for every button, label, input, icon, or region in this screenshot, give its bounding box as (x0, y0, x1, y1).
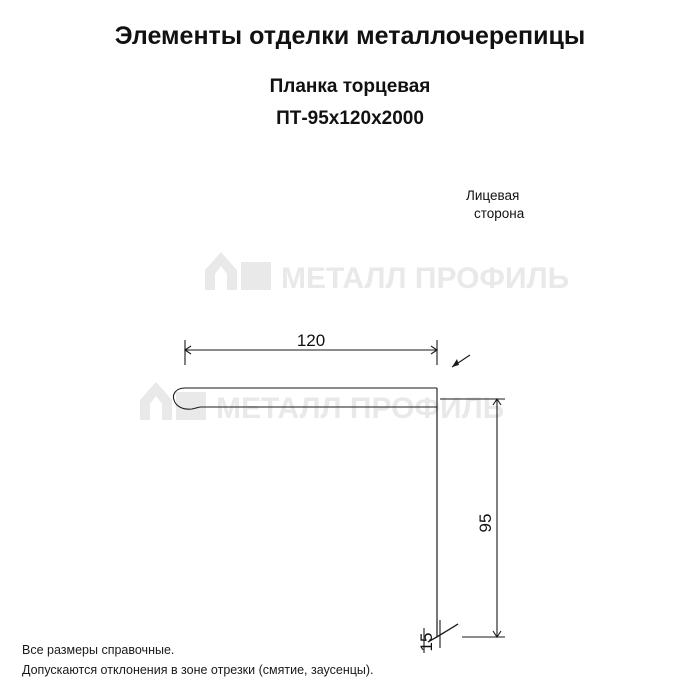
dimension-label-width: 120 (296, 331, 326, 350)
title-block (0, 22, 700, 130)
profile-drip-curl (173, 388, 200, 409)
profile-bottom-right-cap (450, 624, 458, 629)
dimension-label-flange: 15 (417, 632, 436, 652)
page-title: Элементы отделки металлочерепицы (114, 22, 586, 50)
annotation-face-side-line2: сторона (474, 206, 525, 221)
svg-text:МЕТАЛЛ ПРОФИЛЬ: МЕТАЛЛ ПРОФИЛЬ (281, 262, 570, 295)
dimension-label-height: 95 (476, 513, 495, 533)
annotation-face-side-line1: Лицевая (466, 188, 520, 203)
svg-text:МЕТАЛЛ ПРОФИЛЬ: МЕТАЛЛ ПРОФИЛЬ (216, 392, 505, 425)
footer-note-1: Все размеры справочные. (22, 643, 175, 658)
product-name: Планка торцевая (269, 76, 431, 97)
footer-notes (22, 641, 374, 680)
footer-note-2: Допускаются отклонения в зоне отрезки (смятие, заусенцы). (22, 662, 374, 677)
product-code: ПТ-95х120х2000 (276, 108, 424, 129)
leader-arrow-face-side (452, 359, 459, 367)
